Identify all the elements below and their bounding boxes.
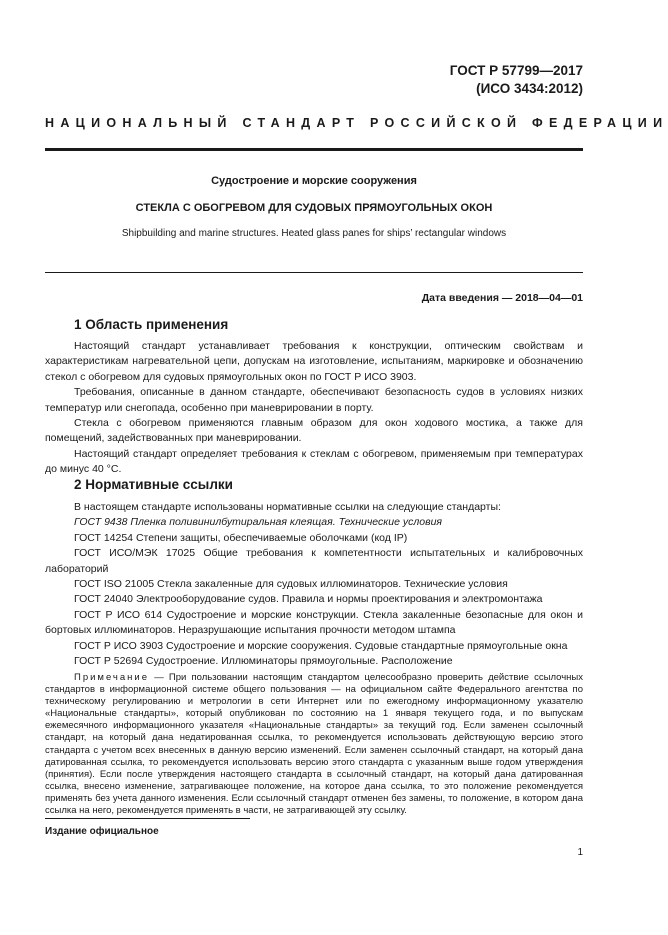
note-label: Примечание (74, 672, 149, 683)
national-standard-banner: НАЦИОНАЛЬНЫЙ СТАНДАРТ РОССИЙСКОЙ ФЕДЕРАЦИИ (45, 116, 668, 130)
section-2-heading: 2 Нормативные ссылки (74, 477, 233, 492)
header-rule (45, 148, 583, 151)
gost-number: ГОСТ Р 57799—2017 (449, 63, 583, 78)
paragraph: Настоящий стандарт устанавливает требования к конструкции, оптическим свойствам и характеристикам нагревательной цепи, допускам на изготовление, испытаниям, маркировке и обозначению стекол с обогревом для судовых прямоугольных окон по ГОСТ Р ИСО 3903. (45, 340, 583, 383)
reference-item: ГОСТ 24040 Электрооборудование судов. Правила и нормы проектирования и электромонтажа (74, 593, 543, 606)
document-title-english: Shipbuilding and marine structures. Heated glass panes for ships’ rectangular windows (121, 228, 507, 239)
gost-code-block (450, 62, 583, 98)
references-note (45, 672, 583, 817)
paragraph: Настоящий стандарт определяет требования к стеклам с обогревом, применяемым при температурах до минус 40 °С. (45, 447, 583, 476)
paragraph: В настоящем стандарте использованы нормативные ссылки на следующие стандарты: (74, 501, 501, 513)
paragraph: Стекла с обогревом применяются главным образом для окон ходового мостика, а также для помещений, задействованных при маневрировании. (45, 417, 583, 445)
section-1-heading: 1 Область применения (74, 317, 229, 332)
paragraph: Требования, описанные в данном стандарте, обеспечивают безопасность судов в условиях низких температур или снегопада, особенно при маневрировании в порту. (45, 386, 583, 414)
title-rule (45, 272, 583, 273)
official-edition-label: Издание официальное (45, 826, 159, 837)
reference-item: ГОСТ ISO 21005 Стекла закаленные для судовых иллюминаторов. Технические условия (74, 578, 508, 591)
footer-rule (45, 818, 250, 819)
section-2-body (45, 500, 583, 669)
reference-item: ГОСТ 9438 Пленка поливинилбутиральная клеящая. Технические условия (74, 516, 443, 529)
reference-item: ГОСТ 14254 Степени защиты, обеспечиваемые оболочками (код IP) (74, 531, 408, 544)
document-title: СТЕКЛА С ОБОГРЕВОМ ДЛЯ СУДОВЫХ ПРЯМОУГОЛЬНЫХ ОКОН (135, 202, 493, 214)
reference-item: ГОСТ Р 52694 Судостроение. Иллюминаторы прямоугольные. Расположение (74, 655, 453, 668)
note-text: — При пользовании настоящим стандартом целесообразно проверить действие ссылочных стандартов в информационной системе общего пользования — на официальном сайте Федерального агентства по техническому регулированию и метрологии в сети Интернет или по ежегодному информационному указателю «Национальные стандарты», который опубликован по состоянию на 1 января текущего года, и по выпускам ежемесячного информационного указателя «Национальные стандарты» за текущий год. Если заменен ссылочный стандарт, на который дана недатированная ссылка, то рекомендуется использовать действующую версию этого стандарта с учетом всех внесенных в данную версию изменений. Если заменен ссылочный стандарт, на который дана датированная ссылка, то рекомендуется использовать версию этого стандарта с указанным выше годом утверждения (принятия). Если после утверждения настоящего стандарта в ссылочный стандарт, на который дана датированная ссылка, внесено изменение, затрагивающее положение, на которое дана ссылка, то это положение рекомендуется применять без учета данного изменения. Если ссылочный стандарт отменен без замены, то положение, в котором дана ссылка на него, рекомендуется применять в части, не затрагивающей эту ссылку. (45, 672, 583, 817)
section-1-body (45, 339, 583, 478)
document-subject: Судостроение и морские сооружения (211, 175, 417, 187)
note-paragraph (45, 672, 583, 817)
reference-item: ГОСТ ИСО/МЭК 17025 Общие требования к компетентности испытательных и калибровочных лабораторий (45, 547, 583, 575)
reference-item: ГОСТ Р ИСО 3903 Судостроение и морские сооружения. Судовые стандартные прямоугольные окна (74, 639, 568, 652)
reference-item: ГОСТ Р ИСО 614 Судостроение и морские конструкции. Стекла закаленные безопасные для окон и бортовых иллюминаторов. Неразрушающие испытания прочности методом штампа (45, 608, 583, 637)
introduction-date: Дата введения — 2018—04—01 (421, 292, 583, 304)
iso-number: (ИСО 3434:2012) (476, 81, 583, 96)
page-number: 1 (577, 847, 583, 858)
